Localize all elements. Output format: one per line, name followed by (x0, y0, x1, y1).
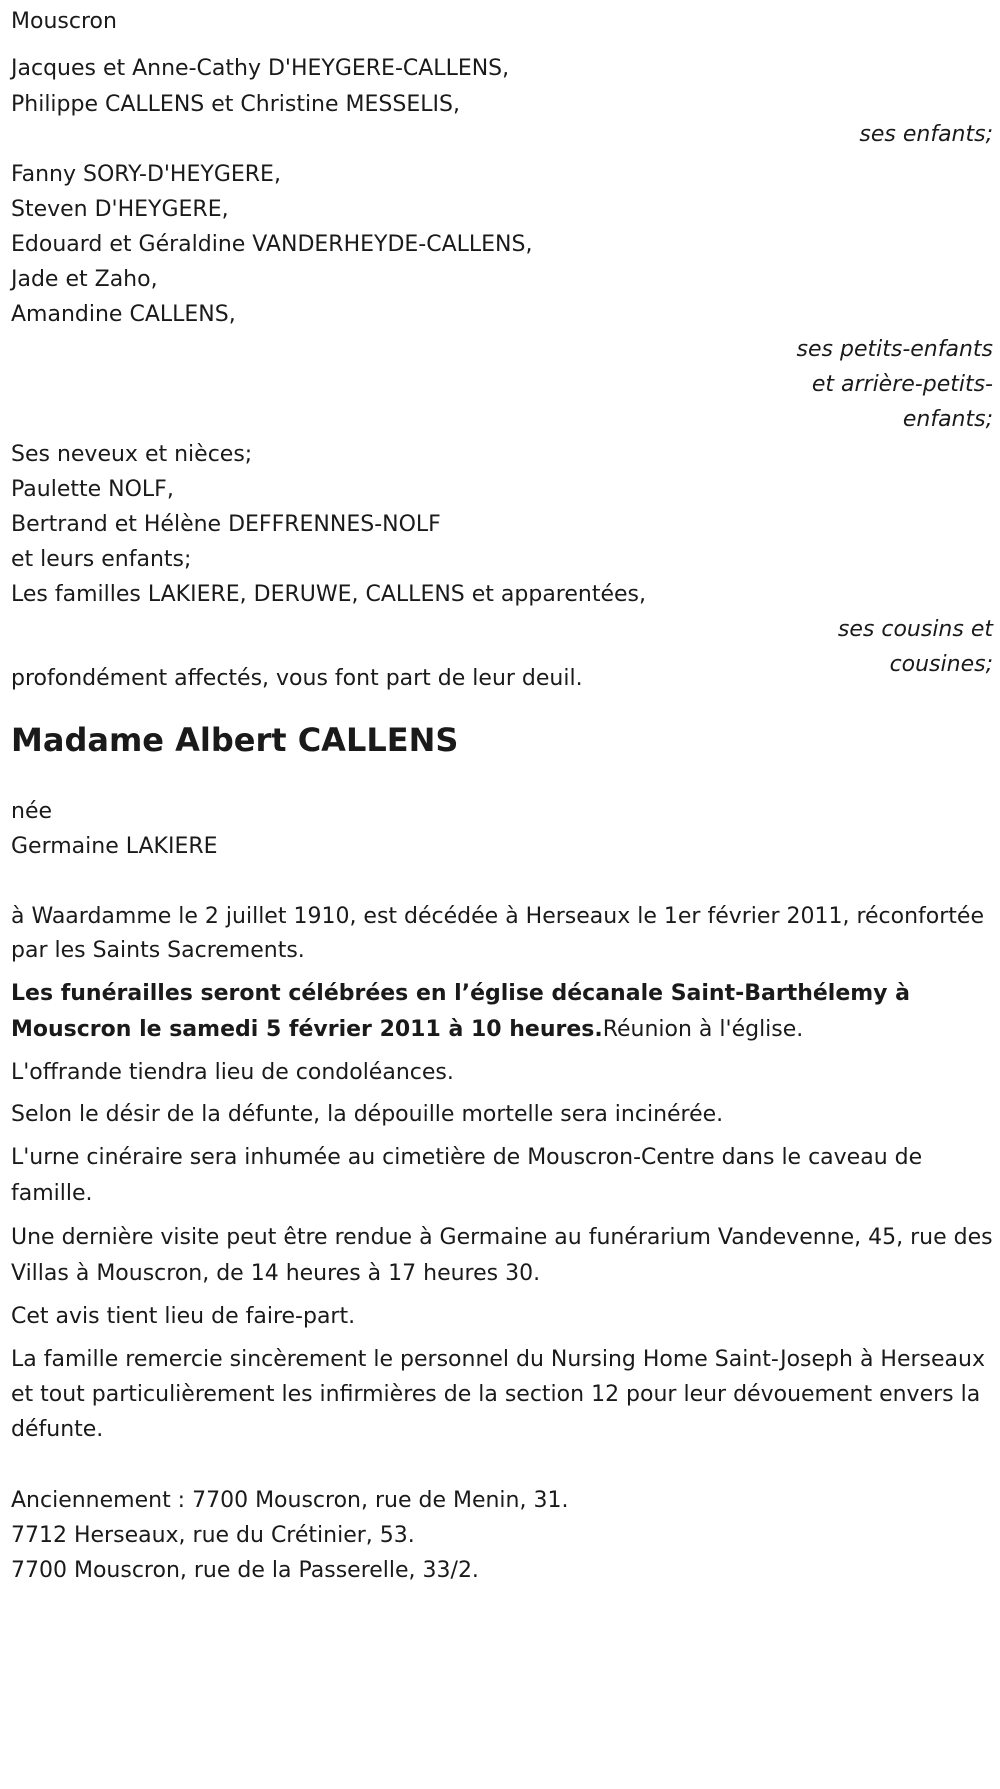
visite-paragraph: Une dernière visite peut être rendue à Germaine au funérarium Vandevenne, 45, rue des Villas à Mouscron, de 14 heures à 17 heures 30. (11, 1225, 993, 1286)
funeral-details: Les funérailles seront célébrées en l’église décanale Saint-Barthélemy à Mouscron le samedi 5 février 2011 à 10 heures. (11, 981, 911, 1042)
deceased-title: Madame Albert CALLENS (11, 721, 459, 759)
urne-paragraph: L'urne cinéraire sera inhumée au cimetière de Mouscron-Centre dans le caveau de famille. (11, 1145, 923, 1206)
offrande-paragraph: L'offrande tiendra lieu de condoléances. (11, 1060, 454, 1085)
petits-enfants-name: Amandine CALLENS, (11, 302, 236, 327)
cousins-group (11, 437, 996, 691)
enfants-relation: ses enfants; (859, 122, 993, 147)
birth-name: Germaine LAKIERE (11, 834, 218, 859)
petits-enfants-name: Steven D'HEYGERE, (11, 197, 229, 222)
address-line: 7700 Mouscron, rue de la Passerelle, 33/2. (11, 1558, 479, 1583)
petits-enfants-relation: ses petits-enfants (796, 337, 993, 362)
faire-part-paragraph: Cet avis tient lieu de faire-part. (11, 1304, 356, 1329)
cousins-name: Ses neveux et nièces; (11, 442, 253, 467)
nee-label: née (11, 799, 53, 824)
cousins-relation: cousines; (889, 652, 993, 677)
closing-announcement: profondément affectés, vous font part de leur deuil. (11, 666, 583, 691)
petits-enfants-relation: enfants; (902, 407, 993, 432)
address-line: Anciennement : 7700 Mouscron, rue de Menin, 31. (11, 1488, 569, 1513)
enfants-group (11, 51, 996, 149)
closing-row (11, 647, 996, 691)
cousins-name: Paulette NOLF, (11, 477, 174, 502)
address-line: 7712 Herseaux, rue du Crétinier, 53. (11, 1523, 415, 1548)
petits-enfants-name: Fanny SORY-D'HEYGERE, (11, 162, 281, 187)
funeral-meeting: Réunion à l'église. (602, 1017, 804, 1042)
city: Mouscron (11, 9, 117, 34)
petits-enfants-relation: et arrière-petits- (811, 372, 993, 397)
petits-enfants-name: Jade et Zaho, (11, 267, 158, 292)
cousins-relation: ses cousins et (837, 617, 993, 642)
funeral-paragraph (11, 976, 996, 1048)
petits-enfants-name: Edouard et Géraldine VANDERHEYDE-CALLENS, (11, 232, 533, 257)
incineration-paragraph: Selon le désir de la défunte, la dépouille mortelle sera incinérée. (11, 1102, 724, 1127)
birth-death-paragraph: à Waardamme le 2 juillet 1910, est décédée à Herseaux le 1er février 2011, réconfortée par les Saints Sacrements. (11, 904, 984, 963)
cousins-name: Les familles LAKIERE, DERUWE, CALLENS et apparentées, (11, 582, 646, 607)
enfants-name: Jacques et Anne-Cathy D'HEYGERE-CALLENS, (11, 56, 510, 81)
petits-enfants-group (11, 157, 996, 437)
cousins-name: Bertrand et Hélène DEFFRENNES-NOLF (11, 512, 441, 537)
enfants-name: Philippe CALLENS et Christine MESSELIS, (11, 92, 460, 117)
cousins-name: et leurs enfants; (11, 547, 192, 572)
obituary-content (11, 0, 996, 1588)
remerciements-paragraph: La famille remercie sincèrement le personnel du Nursing Home Saint-Joseph à Herseaux et tout particulièrement les infirmières de la section 12 pour leur dévouement envers la défunte. (11, 1347, 985, 1442)
